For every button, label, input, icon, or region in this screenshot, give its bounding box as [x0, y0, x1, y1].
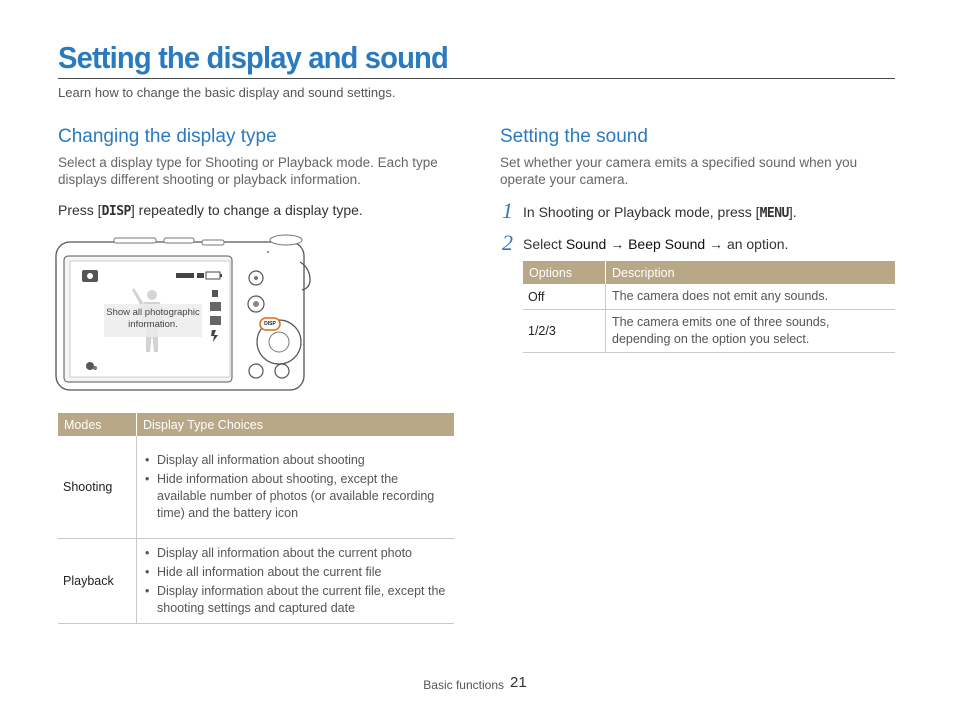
sound-table-header-options: Options [523, 261, 606, 284]
list-item: • Display all information about shooting [143, 452, 448, 469]
playback-choice-list [143, 545, 448, 617]
arrow-icon: → [610, 236, 625, 252]
sound-table-header-description: Description [606, 261, 896, 284]
display-table-header-modes: Modes [58, 413, 137, 436]
sound-section-heading: Setting the sound [500, 126, 648, 147]
display-type-table [58, 413, 454, 624]
option-cell-off: Off [523, 284, 606, 310]
step-2-sound: Sound [565, 236, 607, 252]
instruction-prefix: Press [ [58, 202, 102, 218]
display-section-heading: Changing the display type [58, 126, 277, 147]
page-title: Setting the display and sound [58, 40, 448, 75]
step-1-number: 1 [502, 198, 513, 223]
instruction-suffix: ] repeatedly to change a display type. [130, 202, 363, 218]
mode-cell-shooting: Shooting [58, 436, 137, 539]
page-subtitle: Learn how to change the basic display and sound settings. [58, 85, 396, 100]
list-item: • Hide all information about the current file [143, 564, 448, 581]
choices-cell-playback [137, 539, 455, 624]
sound-table-header-row [523, 261, 895, 284]
list-item: • Display information about the current file, except the shooting settings and captured date [143, 583, 448, 617]
choices-cell-shooting [137, 436, 455, 539]
disp-button-label: DISP [264, 321, 276, 327]
description-cell-off: The camera does not emit any sounds. [606, 284, 896, 310]
sound-section-description: Set whether your camera emits a specified sound when you operate your camera. [500, 155, 858, 187]
list-item: • Display all information about the current photo [143, 545, 448, 562]
menu-key-label: MENU [759, 206, 789, 221]
list-item: • Hide information about shooting, except the available number of photos (or available recording time) and the battery icon [143, 471, 448, 522]
option-cell-123: 1/2/3 [523, 310, 606, 353]
step-1-prefix: In Shooting or Playback mode, press [ [523, 204, 760, 220]
shooting-choice-list [143, 452, 448, 522]
step-2-text [523, 236, 788, 252]
footer-section-label: Basic functions [423, 678, 504, 692]
display-section-description: Select a display type for Shooting or Playback mode. Each type displays different shooting or playback information. [58, 155, 438, 187]
display-table-header-choices: Display Type Choices [137, 413, 455, 436]
display-instruction [58, 202, 363, 219]
table-row [58, 539, 454, 624]
step-2-select: Select [523, 236, 562, 252]
disp-key-label: DISP [101, 204, 131, 219]
step-2-beep-sound: Beep Sound [628, 236, 706, 252]
table-row [523, 310, 895, 353]
table-row [523, 284, 895, 310]
title-divider [58, 78, 895, 79]
step-2-number: 2 [502, 230, 513, 255]
arrow-icon: → [709, 236, 724, 252]
step-1-suffix: ]. [788, 204, 797, 220]
camera-screen-caption: Show all photographic information. [106, 307, 200, 330]
table-row [58, 436, 454, 539]
sound-options-table [523, 261, 895, 353]
description-cell-123: The camera emits one of three sounds, depending on the option you select. [606, 310, 896, 353]
display-table-header-row [58, 413, 454, 436]
mode-cell-playback: Playback [58, 539, 137, 624]
step-2-end: an option. [726, 236, 789, 252]
footer-page-number: 21 [510, 674, 527, 691]
step-1-text [523, 204, 797, 221]
